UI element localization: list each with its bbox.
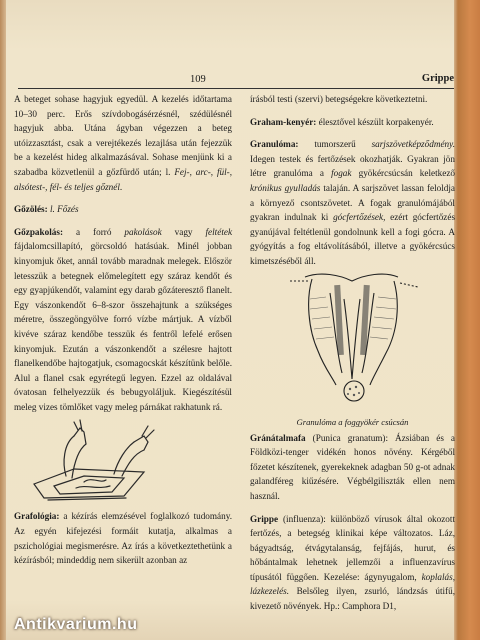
figure-caption: Granulóma a foggyökér csúcsán [296,417,409,428]
right-column [250,92,455,614]
page-number: 109 [190,74,206,85]
hands-folding-compress-icon [14,414,232,509]
watermark: Antikvarium.hu [14,616,138,633]
entry-term: Gránátalmafa [250,432,306,443]
entry-graham-kenyer: Graham-kenyér: élesztővel készült korpakenyér. [250,116,434,127]
intro-paragraph: A beteget sohase hagyjuk egyedül. A kezelés időtartama 10–30 perc. Erős szívdobogásérzésnél, szédülésnél hagyjuk abba. Utána ágyban végezzen a beteg utóizzasztást, csak a verejtékezés lezajlása után fejezzük be a kezelést hideg alkalmazásával. Sohase menjünk ki a szabadba közvetlenül a gőzfürdő után; l. Fej-, arc-, fül-, alsótest-, fél- és teljes gőznél. [14,94,232,192]
entry-granatalmafa: Gránátalmafa (Punica granatum): Ázsiában és a Földközi-tenger vidékén honos növény. Kérgéből főzetet készítenek, gyerekeknek adagban 50 g-ot adnak galandféreg kiűzésére. Végbélgiliszták ellen nem használ. [250,432,455,501]
tooth-figure [250,269,455,431]
entry-granuloma: Granulóma: tumorszerű sarjszövetképződmény. Idegen testek és fertőzések okozhatják. Gyakran jön létre granulóma a fogak gyökércsúcsán keletkező krónikus gyulladás talaján. A sarjszövet lassan feloldja a környező csontszövetet. A fogak granulómájából gyakran indulnak ki gócfertőzések, ezért gócfertőzés gyanújával feltétlenül gondolnunk kell a fogi gócra. A gyógyítás a fog eltávolításából, illetve a gyökércsúcs kimetszéséből áll. [250,139,456,266]
entry-term: Gőzpakolás: [14,226,64,237]
entry-term: Graham-kenyér: [250,116,317,127]
running-head: Grippe [421,73,454,84]
entry-term: Grafológia: [14,511,60,522]
entry-grafologia: Grafológia: a kézírás elemzésével foglalkozó tudomány. Az egyén kifejezési formáit kutatja, alkalmas a pszichológiai megismerésre. Az írás a következtethetünk a kézírásból; mindeddig nem sikerült azonban az [14,511,233,566]
left-column [14,92,232,568]
entry-grippe: Grippe (influenza): különböző vírusok által okozott fertőzés, a betegség klinikai képe változatos. Láz, bágyadtság, étvágytalanság, fejfájás, hurut, és hőbántalmak lehetnek jellemzői a influenzavírus típusától függően. Kezelése: ágynyugalom, koplalás, lázkezelés. Belsőleg ilyen, zsurló, lándzsás útifű, kivezető növények. Hp.: Camphora D1, [250,513,456,612]
entry-gozeles [14,202,232,217]
cross-reference: l. Főzés [49,204,79,215]
tooth-root-granuloma-icon [250,269,455,409]
page-header [18,72,454,88]
intro-cross-reference: Fej-, arc-, fül-, alsótest-, fél- és teljes gőznél [14,166,232,192]
entry-term: Gőzölés: [14,204,48,215]
continued-paragraph: írásból testi (szervi) betegségekre következtetni. [250,94,428,104]
compress-illustration [14,414,232,509]
header-rule [18,88,454,89]
entry-gozpakolas: Gőzpakolás: a forró pakolások vagy feltétek fájdalomcsillapító, görcsoldó hatásúak. Minél jobban kinyomjuk őket, annál tovább maradnak melegek. Először letesszük a betegnek előmelegített egy száraz kendőt és egy gyapjúkendőt, valamint egy darab gőzáteresztő flanelt. Egy vászonkendőt 6–8-szor összehajtunk a szükséges méretre, összegöngyölve forró vízbe mártjuk. A vízből kivéve száraz kendőbe tesszük és fentről lefelé erősen kinyomjuk. Ezután a vászonkendőt a szélesre hajtott flanelkendőbe hajtogatjuk, csomagocskát készítünk belőle. Alul a flanel csak egyrétegű legyen. Ezzel az oldalával óvatosan felhelyezzük és bebugyoláljuk. Kiegészítésül meleg vizes tömlőket vagy meleg párnákat rakhatunk rá. [14,226,233,412]
entry-term: Granulóma: [250,139,299,150]
entry-term: Grippe [250,513,279,524]
book-page [6,0,454,640]
